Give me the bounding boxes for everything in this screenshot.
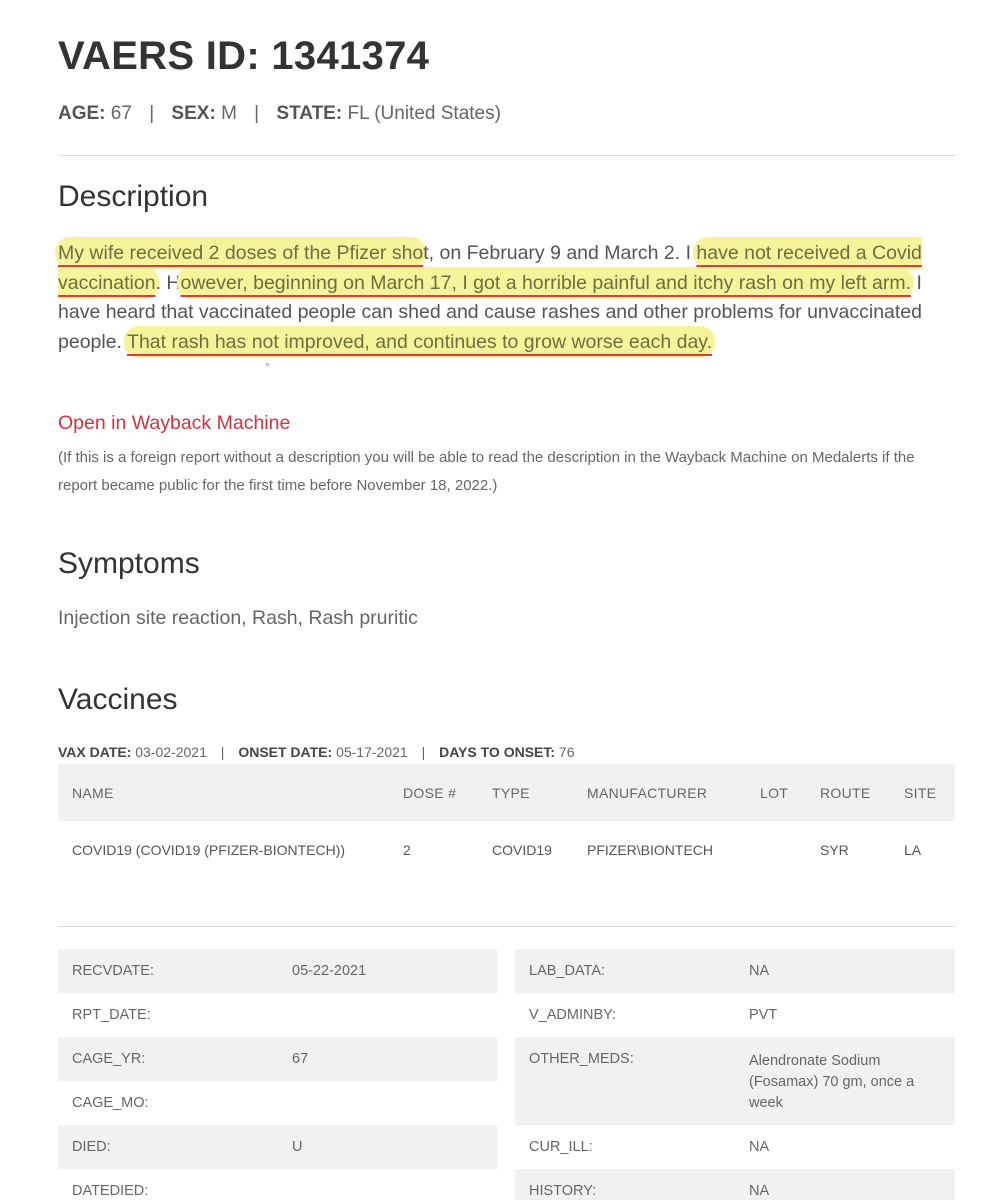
cell-lot — [746, 821, 806, 879]
detail-label: DATEDIED: — [72, 1183, 149, 1199]
column-header-type: TYPE — [478, 764, 573, 821]
description-fragment: I have heard that vaccinated people can shed and cause rashes and other problems for unvaccinated people. — [58, 271, 922, 353]
state-value: FL (United States) — [347, 103, 501, 124]
vaccines-table — [58, 764, 955, 879]
patient-meta — [58, 103, 501, 125]
age-value: 67 — [110, 103, 132, 124]
detail-value: 05-22-2021 — [278, 949, 497, 993]
table-row — [58, 1081, 497, 1125]
details-table-right — [515, 949, 955, 1200]
highlight: owever, beginning on March 17, I got a horrible painful and itchy rash on my left arm. — [180, 271, 912, 294]
cell-name: COVID19 (COVID19 (PFIZER-BIONTECH)) — [72, 842, 346, 858]
cell-type: COVID19 — [492, 842, 552, 858]
column-header-lot: LOT — [746, 764, 806, 821]
highlight: That rash has not improved, and continues to grow worse each day. — [127, 330, 713, 353]
separator: | — [149, 103, 155, 124]
description-fragment: . H — [155, 271, 181, 294]
detail-label: OTHER_MEDS: — [515, 1037, 735, 1125]
separator: | — [254, 103, 260, 124]
table-row — [515, 993, 955, 1037]
divider — [58, 155, 955, 156]
cell-dose: 2 — [403, 842, 411, 858]
column-header-dose: DOSE # — [389, 764, 478, 821]
detail-value: U — [278, 1125, 497, 1169]
detail-label: DIED: — [58, 1125, 278, 1169]
detail-value: NA — [735, 949, 955, 993]
vax-date-label: VAX DATE: — [58, 744, 132, 760]
column-header-name: NAME — [58, 764, 389, 821]
onset-date-label: ONSET DATE: — [238, 744, 333, 760]
vax-date-value: 03-02-2021 — [135, 744, 207, 760]
symptoms-text: Injection site reaction, Rash, Rash pruritic — [58, 607, 418, 629]
age-label: AGE: — [58, 103, 106, 124]
wayback-note: (If this is a foreign report without a description you will be able to read the description in the Wayback Machine on Medalerts if the report became public for the first time before November 18, 2022.) — [58, 449, 915, 494]
detail-value: 67 — [278, 1037, 497, 1081]
days-to-onset-value: 76 — [558, 744, 575, 760]
table-row — [58, 821, 955, 879]
detail-value: NA — [749, 1139, 770, 1155]
cell-site: LA — [904, 842, 922, 858]
detail-label: HISTORY: — [515, 1169, 735, 1200]
details-table-left — [58, 949, 497, 1200]
table-row — [515, 1125, 955, 1169]
onset-date-value: 05-17-2021 — [336, 744, 408, 760]
table-row — [58, 1037, 497, 1081]
detail-value — [278, 1169, 497, 1200]
table-row — [515, 1037, 955, 1125]
divider — [58, 926, 955, 927]
stray-mark: ° — [265, 360, 270, 374]
detail-label: CAGE_MO: — [72, 1095, 149, 1111]
detail-value — [278, 1081, 497, 1125]
detail-value: NA — [735, 1169, 955, 1200]
days-to-onset-label: DAYS TO ONSET: — [439, 744, 556, 760]
table-row — [58, 1125, 497, 1169]
symptoms-heading: Symptoms — [58, 547, 200, 580]
vax-summary — [58, 744, 575, 760]
detail-value: Alendronate Sodium (Fosamax) 70 gm, once a week — [735, 1037, 955, 1125]
table-row — [58, 949, 497, 993]
table-row — [58, 1169, 497, 1200]
column-header-manufacturer: MANUFACTURER — [573, 764, 746, 821]
table-row — [515, 949, 955, 993]
table-row — [58, 993, 497, 1037]
sex-label: SEX: — [171, 103, 216, 124]
vaccines-heading: Vaccines — [58, 683, 178, 716]
description-heading: Description — [58, 180, 209, 213]
table-row — [515, 1169, 955, 1200]
highlight: have not received a Covid vaccination — [58, 242, 922, 294]
detail-value — [278, 993, 497, 1037]
cell-manufacturer: PFIZER\BIONTECH — [587, 842, 714, 858]
sex-value: M — [221, 103, 237, 124]
detail-label: RECVDATE: — [58, 949, 278, 993]
cell-route: SYR — [820, 842, 849, 858]
table-header-row — [58, 764, 955, 821]
detail-label: RPT_DATE: — [72, 1007, 151, 1023]
description-fragment: t, on February 9 and March 2. I — [423, 242, 697, 264]
detail-label: CUR_ILL: — [529, 1139, 593, 1155]
detail-label: V_ADMINBY: — [529, 1007, 617, 1023]
detail-label: LAB_DATA: — [515, 949, 735, 993]
detail-label: CAGE_YR: — [58, 1037, 278, 1081]
state-label: STATE: — [276, 103, 343, 124]
description-text — [58, 239, 958, 357]
page-title: VAERS ID: 1341374 — [58, 34, 430, 78]
highlight: My wife received 2 doses of the Pfizer sho — [58, 242, 424, 264]
column-header-route: ROUTE — [806, 764, 890, 821]
separator: | — [220, 744, 225, 760]
column-header-site: SITE — [890, 764, 955, 821]
separator: | — [421, 744, 426, 760]
detail-value: PVT — [749, 1007, 778, 1023]
wayback-link[interactable]: Open in Wayback Machine — [58, 412, 291, 434]
